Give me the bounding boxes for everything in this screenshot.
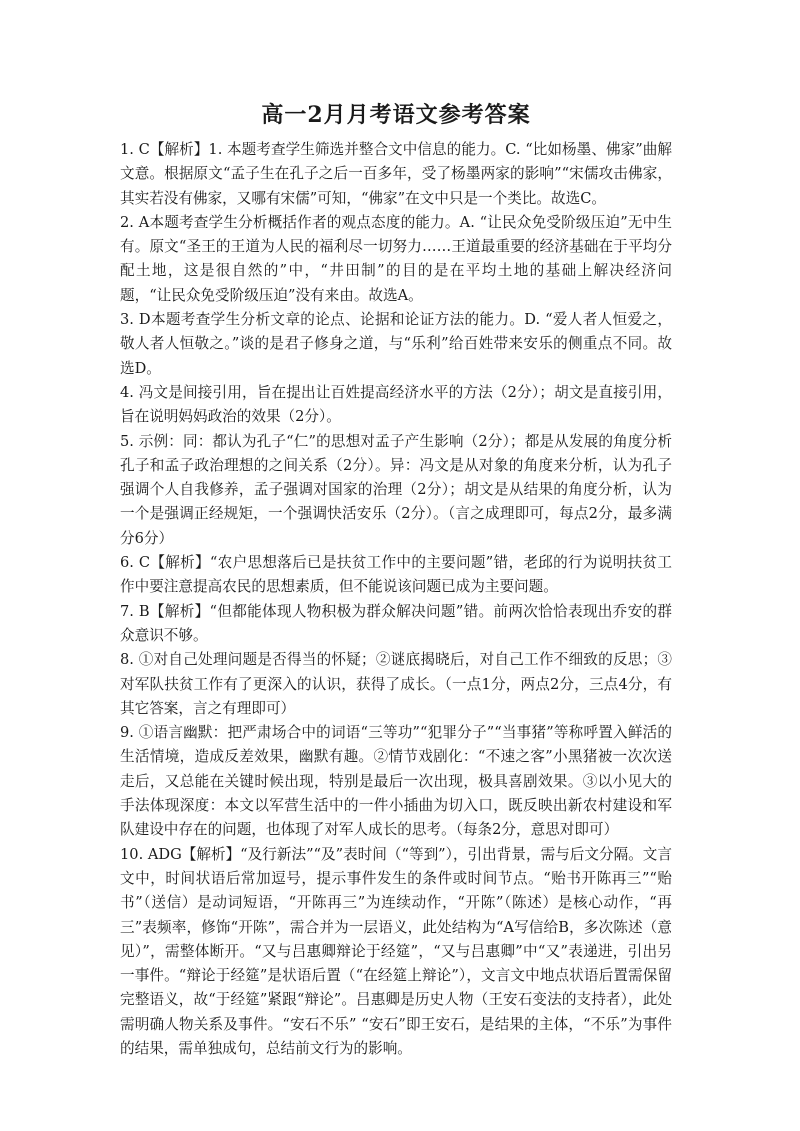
answer-item-9: 9. ①语言幽默：把严肃场合中的词语“三等功”“犯罪分子”“当事猪”等称呼置入鲜活的生活情境，造成反差效果，幽默有趣。②情节戏剧化：“不速之客”小黑猪被一次次送走后，又总能在关键时候出现，特别是最后一次出现，极具喜剧效果。③以小见大的手法体现深度：本文以军营生活中的一件小插曲为切入口，既反映出新农村建设和军队建设中存在的问题，也体现了对军人成长的思考。（每条2分，意思对即可） <box>120 724 672 839</box>
answer-item-5: 5. 示例：同：都认为孔子“仁”的思想对孟子产生影响（2分）；都是从发展的角度分析孔子和孟子政治理想的之间关系（2分）。异：冯文是从对象的角度来分析，认为孔子强调个人自我修养，孟子强调对国家的治理（2分）；胡文是从结果的角度分析，认为一个是强调正经规矩，一个强调快活安乐（2分）。（言之成理即可，每点2分，最多满分6分） <box>120 432 672 547</box>
answer-item-2: 2. A本题考查学生分析概括作者的观点态度的能力。A. “让民众免受阶级压迫”无中生有。原文“圣王的王道为人民的福利尽一切努力……王道最重要的经济基础在于平均分配土地，这是很自然的”中，“井田制”的目的是在平均土地的基础上解决经济问题，“让民众免受阶级压迫”没有来由。故选A。 <box>120 213 672 304</box>
answer-item-10: 10. ADG【解析】“及行新法”“及”表时间（“等到”），引出背景，需与后文分隔。文言文中，时间状语后常加逗号，提示事件发生的条件或时间节点。“贻书开陈再三”“贻书”（送信）是动词短语，“开陈再三”为连续动作，“开陈”（陈述）是核心动作，“再三”表频率，修饰“开陈”，需合并为一层语义，此处结构为“A写信给B，多次陈述（意见）”，需整体断开。“又与吕惠卿辩论于经筵”，“又与吕惠卿”中“又”表递进，引出另一事件。“辩论于经筵”是状语后置（“在经筵上辩论”），文言文中地点状语后置需保留完整语义，故“于经筵”紧跟“辩论”。吕惠卿是历史人物（王安石变法的支持者），此处需明确人物关系及事件。“安石不乐” “安石”即王安石，是结果的主体，“不乐”为事件的结果，需单独成句，总结前文行为的影响。 <box>120 845 672 1057</box>
answer-item-4: 4. 冯文是间接引用，旨在提出让百姓提高经济水平的方法（2分）；胡文是直接引用，旨在说明妈妈政治的效果（2分）。 <box>120 383 672 426</box>
answer-item-6: 6. C【解析】“农户思想落后已是扶贫工作中的主要问题”错，老邱的行为说明扶贫工作中要注意提高农民的思想素质，但不能说该问题已成为主要问题。 <box>120 554 672 596</box>
answer-list <box>120 138 672 1061</box>
answer-item-3: 3. D本题考查学生分析文章的论点、论据和论证方法的能力。D. “爱人者人恒爱之，敬人者人恒敬之。”谈的是君子修身之道，与“乐利”给百姓带来安乐的侧重点不同。故选D。 <box>120 311 672 377</box>
answer-item-1: 1. C【解析】1. 本题考查学生筛选并整合文中信息的能力。C. “比如杨墨、佛家”曲解文意。根据原文“孟子生在孔子之后一百多年，受了杨墨两家的影响”“宋儒攻击佛家，其实若没有佛家，又哪有宋儒”可知，“佛家”在文中只是一个类比。故选C。 <box>120 141 672 207</box>
page-title: 高一2月月考语文参考答案 <box>261 102 531 128</box>
answer-item-7: 7. B【解析】“但都能体现人物积极为群众解决问题”错。前两次恰恰表现出乔安的群众意识不够。 <box>120 602 672 644</box>
answer-item-8: 8. ①对自己处理问题是否得当的怀疑；②谜底揭晓后，对自己工作不细致的反思；③对军队扶贫工作有了更深入的认识，获得了成长。（一点1分，两点2分，三点4分，有其它答案，言之有理即可） <box>120 651 672 717</box>
